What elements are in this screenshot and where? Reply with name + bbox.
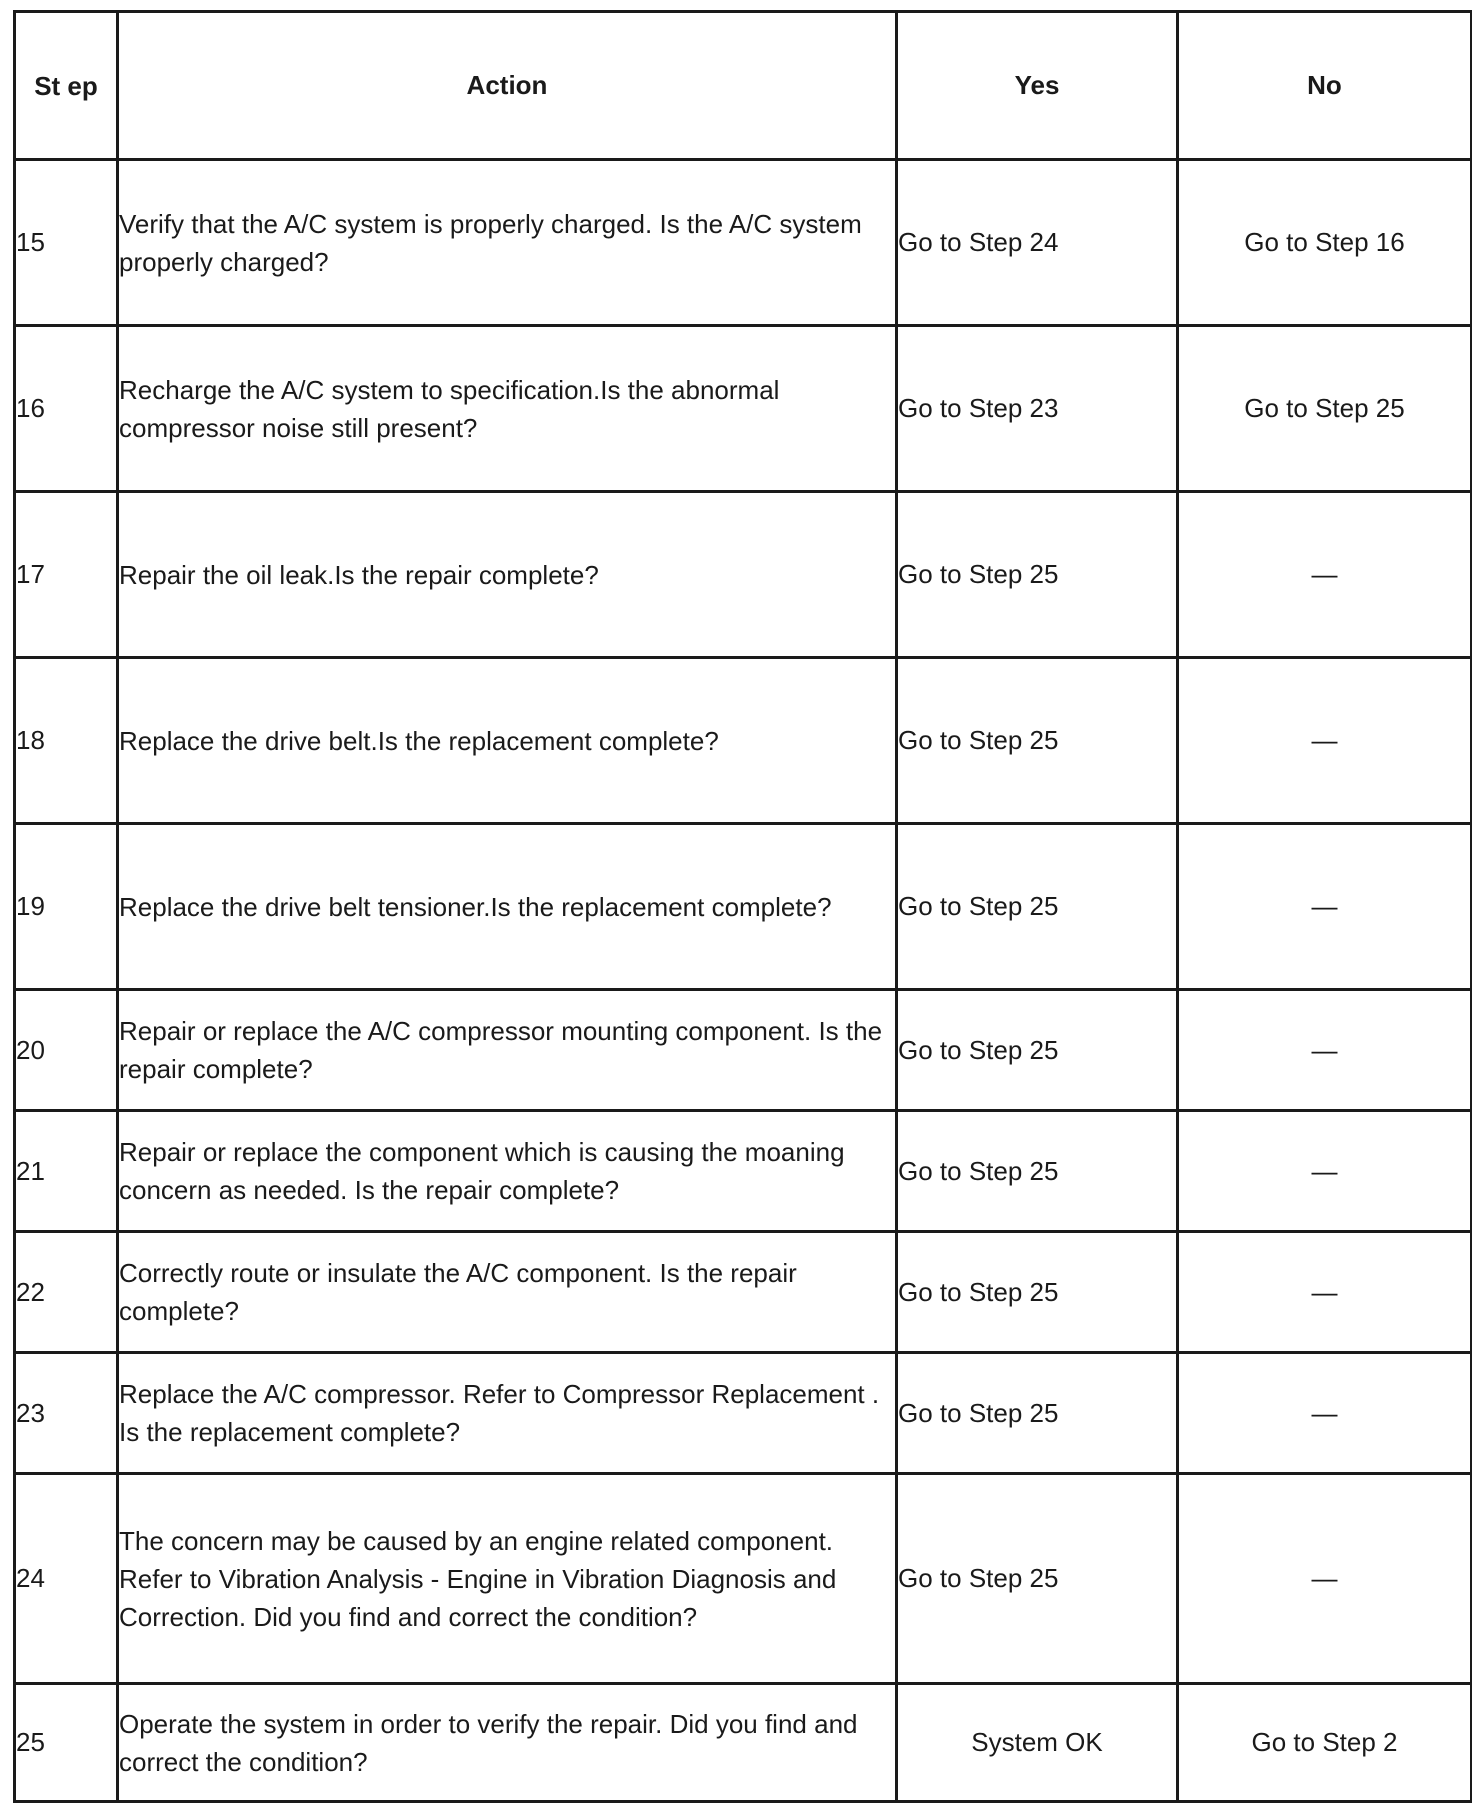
- table-row: [15, 1111, 1472, 1232]
- action-text: Repair or replace the component which is causing the moaning concern as needed. Is the repair complete?: [118, 1111, 897, 1232]
- table-row: [15, 492, 1472, 658]
- action-text: Replace the A/C compressor. Refer to Compressor Replacement . Is the replacement complete?: [118, 1353, 897, 1474]
- yes-result: Go to Step 24: [897, 160, 1178, 326]
- yes-result: Go to Step 25: [897, 492, 1178, 658]
- action-text: The concern may be caused by an engine related component. Refer to Vibration Analysis - Engine in Vibration Diagnosis and Correction. Did you find and correct the condition?: [118, 1474, 897, 1684]
- yes-result: Go to Step 25: [897, 824, 1178, 990]
- table-row: [15, 1684, 1472, 1802]
- table-row: [15, 1232, 1472, 1353]
- header-no: No: [1178, 12, 1472, 160]
- step-number: 15: [15, 160, 118, 326]
- step-number: 23: [15, 1353, 118, 1474]
- yes-result: Go to Step 25: [897, 1111, 1178, 1232]
- action-text: Verify that the A/C system is properly charged. Is the A/C system properly charged?: [118, 160, 897, 326]
- yes-result: Go to Step 23: [897, 326, 1178, 492]
- yes-result: Go to Step 25: [897, 1474, 1178, 1684]
- step-number: 24: [15, 1474, 118, 1684]
- no-result: Go to Step 2: [1178, 1684, 1472, 1802]
- no-result: —: [1178, 1111, 1472, 1232]
- step-number: 19: [15, 824, 118, 990]
- no-result: —: [1178, 1474, 1472, 1684]
- step-number: 22: [15, 1232, 118, 1353]
- action-text: Recharge the A/C system to specification.Is the abnormal compressor noise still present?: [118, 326, 897, 492]
- yes-result: Go to Step 25: [897, 658, 1178, 824]
- yes-result: Go to Step 25: [897, 1232, 1178, 1353]
- no-result: —: [1178, 824, 1472, 990]
- step-number: 21: [15, 1111, 118, 1232]
- table-row: [15, 160, 1472, 326]
- table-row: [15, 824, 1472, 990]
- action-text: Correctly route or insulate the A/C component. Is the repair complete?: [118, 1232, 897, 1353]
- table-row: [15, 326, 1472, 492]
- step-number: 20: [15, 990, 118, 1111]
- yes-result: Go to Step 25: [897, 990, 1178, 1111]
- no-result: —: [1178, 658, 1472, 824]
- no-result: —: [1178, 990, 1472, 1111]
- diagnostic-table: [13, 10, 1472, 1803]
- yes-result: System OK: [897, 1684, 1178, 1802]
- no-result: —: [1178, 1232, 1472, 1353]
- no-result: —: [1178, 1353, 1472, 1474]
- action-text: Repair the oil leak.Is the repair complete?: [118, 492, 897, 658]
- no-result: —: [1178, 492, 1472, 658]
- step-number: 25: [15, 1684, 118, 1802]
- yes-result: Go to Step 25: [897, 1353, 1178, 1474]
- header-yes: Yes: [897, 12, 1178, 160]
- action-text: Replace the drive belt.Is the replacement complete?: [118, 658, 897, 824]
- action-text: Replace the drive belt tensioner.Is the replacement complete?: [118, 824, 897, 990]
- header-row: [15, 12, 1472, 160]
- step-number: 17: [15, 492, 118, 658]
- no-result: Go to Step 16: [1178, 160, 1472, 326]
- step-number: 18: [15, 658, 118, 824]
- table-row: [15, 1353, 1472, 1474]
- table-row: [15, 1474, 1472, 1684]
- table-row: [15, 990, 1472, 1111]
- no-result: Go to Step 25: [1178, 326, 1472, 492]
- step-number: 16: [15, 326, 118, 492]
- table-row: [15, 658, 1472, 824]
- action-text: Repair or replace the A/C compressor mounting component. Is the repair complete?: [118, 990, 897, 1111]
- action-text: Operate the system in order to verify the repair. Did you find and correct the condition?: [118, 1684, 897, 1802]
- header-step: St ep: [15, 12, 118, 160]
- header-action: Action: [118, 12, 897, 160]
